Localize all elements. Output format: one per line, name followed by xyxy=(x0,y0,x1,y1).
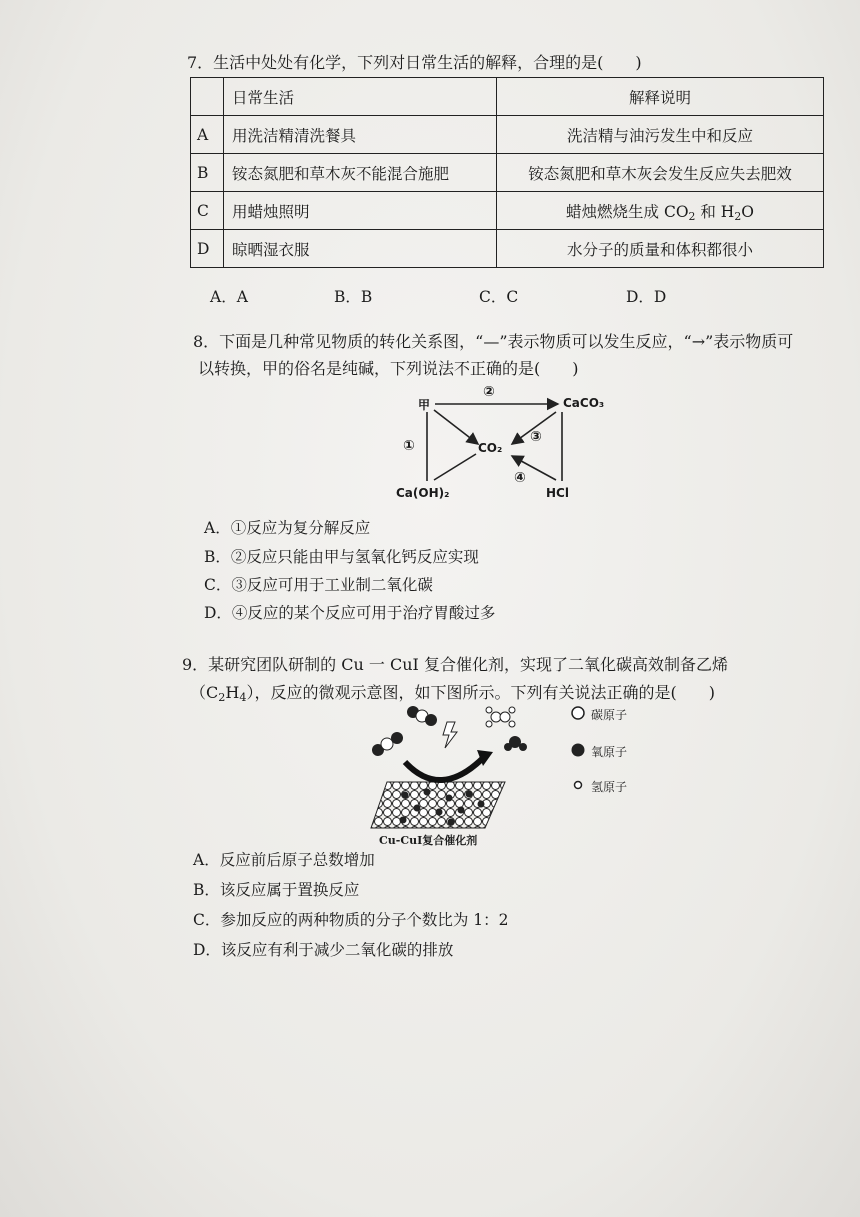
q7-stem: 7．生活中处处有化学，下列对日常生活的解释，合理的是( ) xyxy=(187,53,642,72)
q9-option-c[interactable]: C．参加反应的两种物质的分子个数比为 1：2 xyxy=(193,911,509,929)
table-row xyxy=(191,230,824,268)
q8-option-c[interactable]: C．③反应可用于工业制二氧化碳 xyxy=(204,576,433,594)
row-key: B xyxy=(191,154,224,192)
row-key: A xyxy=(191,116,224,154)
subscript: 2 xyxy=(688,209,696,223)
row-key: C xyxy=(191,192,224,230)
subscript: 2 xyxy=(734,209,742,223)
choice-a[interactable]: A．A xyxy=(210,288,248,306)
legend-oxygen: 氧原子 xyxy=(591,745,628,759)
q9-stem-line1: 9．某研究团队研制的 Cu 一 CuI 复合催化剂，实现了二氧化碳高效制备乙烯 xyxy=(182,655,728,674)
explain-part: 和 H xyxy=(695,202,735,221)
q9-option-d[interactable]: D．该反应有利于减少二氧化碳的排放 xyxy=(193,941,454,959)
table-row xyxy=(191,154,824,192)
node-caoh2: Ca(OH)₂ xyxy=(396,486,450,500)
stem-part: H xyxy=(225,683,240,702)
q7-table xyxy=(190,77,824,268)
q8-option-a[interactable]: A．①反应为复分解反应 xyxy=(204,519,371,537)
legend-markers xyxy=(570,705,588,795)
row-explain: 洗洁精与油污发生中和反应 xyxy=(497,116,824,154)
label-reaction-1: ① xyxy=(403,438,415,454)
q8-option-b[interactable]: B．②反应只能由甲与氢氧化钙反应实现 xyxy=(204,548,479,566)
row-life: 用蜡烛照明 xyxy=(224,192,497,230)
node-co2: CO₂ xyxy=(478,441,503,455)
catalyst-label: Cu-CuI复合催化剂 xyxy=(379,834,478,847)
q9-option-a[interactable]: A．反应前后原子总数增加 xyxy=(193,851,375,869)
choice-c[interactable]: C．C xyxy=(479,288,519,306)
node-jia: 甲 xyxy=(418,398,431,412)
choice-d[interactable]: D．D xyxy=(626,288,667,306)
row-life: 晾晒湿衣服 xyxy=(224,230,497,268)
choice-b[interactable]: B．B xyxy=(334,288,373,306)
explain-part: O xyxy=(741,202,754,221)
q8-stem-line2: 以转换，甲的俗名是纯碱，下列说法不正确的是( ) xyxy=(198,359,579,378)
subscript: 2 xyxy=(218,691,226,704)
row-explain xyxy=(497,192,824,230)
row-explain: 水分子的质量和体积都很小 xyxy=(497,230,824,268)
legend-carbon: 碳原子 xyxy=(591,708,628,722)
oxygen-atom-icon xyxy=(572,744,585,757)
legend-hydrogen: 氢原子 xyxy=(591,780,628,794)
row-life: 用洗洁精清洗餐具 xyxy=(224,116,497,154)
node-caco3: CaCO₃ xyxy=(563,396,605,410)
hydrogen-atom-icon xyxy=(575,782,582,789)
table-header-life: 日常生活 xyxy=(224,78,497,116)
label-reaction-4: ④ xyxy=(514,470,526,486)
stem-part: （C xyxy=(190,683,219,702)
table-row xyxy=(191,192,824,230)
q8-stem-line1: 8．下面是几种常见物质的转化关系图，“—”表示物质可以发生反应，“→”表示物质可 xyxy=(193,332,794,351)
explain-part: 蜡烛燃烧生成 CO xyxy=(566,202,689,221)
label-reaction-3: ③ xyxy=(530,429,542,445)
q8-diagram xyxy=(390,382,605,507)
reaction-illustration xyxy=(365,700,545,848)
label-reaction-2: ② xyxy=(483,384,495,400)
q9-option-b[interactable]: B．该反应属于置换反应 xyxy=(193,881,360,899)
table-corner-cell xyxy=(191,78,224,116)
node-hcl: HCl xyxy=(546,486,569,500)
table-header-row xyxy=(191,78,824,116)
table-header-explain: 解释说明 xyxy=(497,78,824,116)
carbon-atom-icon xyxy=(572,707,584,719)
subscript: 4 xyxy=(239,691,247,704)
stem-part: ），反应的微观示意图，如下图所示。下列有关说法正确的是( ) xyxy=(246,683,715,702)
q9-micro-diagram xyxy=(365,700,545,848)
table-row xyxy=(191,116,824,154)
row-explain: 铵态氮肥和草木灰会发生反应失去肥效 xyxy=(497,154,824,192)
row-key: D xyxy=(191,230,224,268)
row-life: 铵态氮肥和草木灰不能混合施肥 xyxy=(224,154,497,192)
q8-option-d[interactable]: D．④反应的某个反应可用于治疗胃酸过多 xyxy=(204,604,496,622)
